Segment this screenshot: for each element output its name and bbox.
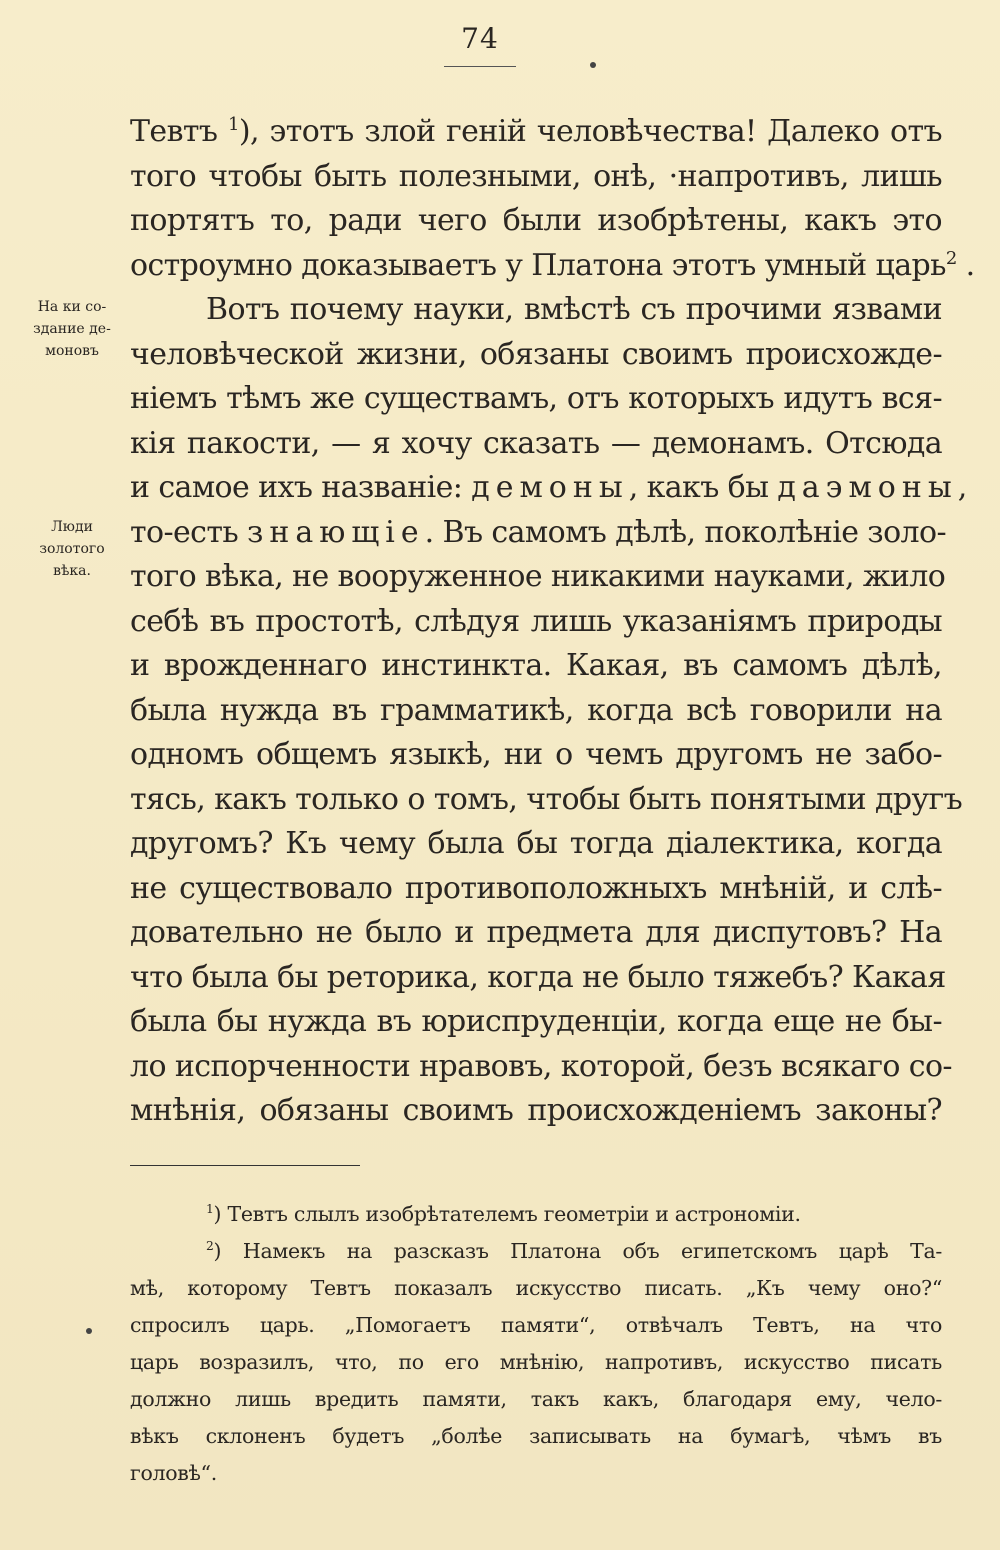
- page-number: 74: [461, 22, 499, 55]
- spaced-word: знающіе: [247, 514, 425, 550]
- text-line: того вѣка, не вооруженное никакими науками, жило: [130, 559, 946, 594]
- text-line: и самое ихъ названіе: демоны, какъ бы даэмоны,: [130, 470, 967, 505]
- text-line: другомъ? Къ чему была бы тогда діалектика, когда: [130, 826, 942, 861]
- footnote-1: $^1$) Тевтъ слылъ изобрѣтателемъ геометріи и астрономіи.: [206, 1202, 801, 1226]
- spaced-word: даэмоны: [777, 470, 958, 505]
- footnote-mark: 2: [206, 1239, 214, 1254]
- text-line: кія пакости, — я хочу сказать — демонамъ. Отсюда: [130, 425, 942, 461]
- ink-speck: [590, 62, 596, 68]
- footnote-line: спросилъ царь. „Помогаетъ памяти“, отвѣчалъ Тевтъ, на что: [130, 1313, 942, 1337]
- margin-note-line: вѣка.: [53, 563, 91, 579]
- footnote-2: $^2$) Намекъ на разсказъ Платона объ египетскомъ царѣ Та-: [206, 1239, 942, 1263]
- page-number-rule: [444, 66, 516, 67]
- margin-note-golden-age: [22, 516, 122, 582]
- text-line: и врожденнаго инстинкта. Какая, въ самомъ дѣлѣ,: [130, 648, 942, 683]
- footnote-line: вѣкъ склоненъ будетъ „болѣе записывать на бумагѣ, чѣмъ въ: [130, 1424, 942, 1448]
- footnote-line: мѣ, которому Тевтъ показалъ искусство писать. „Къ чему оно?“: [130, 1276, 942, 1300]
- margin-note-line: На ки со-: [37, 299, 107, 315]
- footnote-line: головѣ“.: [130, 1461, 217, 1485]
- footnotes: [130, 1196, 942, 1492]
- margin-note-demons: [22, 296, 122, 362]
- footnote-ref: 2: [945, 247, 957, 269]
- footnote-line: царь возразилъ, что, по его мнѣнію, напротивъ, искусство писать: [130, 1350, 942, 1374]
- text-line: не существовало противоположныхъ мнѣній, и слѣ-: [130, 870, 942, 906]
- text-line: что была бы реторика, когда не было тяжебъ? Какая: [130, 959, 946, 995]
- text-line: тясь, какъ только о томъ, чтобы быть понятыми другъ: [130, 781, 963, 817]
- footnote-separator: [130, 1165, 360, 1166]
- margin-note-line: Люди: [51, 519, 93, 535]
- text-line: человѣческой жизни, обязаны своимъ происхожде-: [130, 336, 942, 372]
- body-text: [130, 110, 975, 1134]
- text-line: Тевтъ $^1$), этотъ злой геній человѣчества! Далеко отъ: [130, 114, 942, 149]
- ink-speck: [86, 1328, 92, 1334]
- text-line: ло испорченности нравовъ, которой, безъ всякаго со-: [130, 1048, 952, 1084]
- spaced-word: демоны: [471, 470, 629, 505]
- margin-note-line: моновъ: [45, 343, 99, 359]
- text-line: была бы нужда въ юриспруденціи, когда еще не бы-: [130, 1004, 942, 1039]
- text-line: себѣ въ простотѣ, слѣдуя лишь указаніямъ природы: [130, 603, 942, 639]
- text-line: того чтобы быть полезными, онѣ, ·напротивъ, лишь: [130, 158, 942, 194]
- footnote-ref: 1: [227, 114, 239, 135]
- footnote-line: должно лишь вредить памяти, такъ какъ, благодаря ему, чело-: [130, 1387, 942, 1411]
- text-line: портятъ то, ради чего были изобрѣтены, какъ это: [130, 203, 942, 238]
- text-line: была нужда въ грамматикѣ, когда всѣ говорили на: [130, 692, 942, 728]
- text-line: ніемъ тѣмъ же существамъ, отъ которыхъ идутъ вся-: [130, 381, 942, 416]
- margin-note-line: золотого: [39, 541, 105, 557]
- footnote-mark: 1: [206, 1202, 214, 1217]
- margin-note-line: здание де-: [33, 321, 111, 337]
- text-line: Вотъ почему науки, вмѣстѣ съ прочими язвами: [206, 292, 942, 327]
- text-line: довательно не было и предмета для диспутовъ? На: [130, 915, 942, 950]
- text-line: мнѣнія, обязаны своимъ происхожденіемъ законы?: [130, 1093, 942, 1128]
- text-line: то-есть знающіе. Въ самомъ дѣлѣ, поколѣніе золо-: [130, 514, 946, 550]
- text-line: одномъ общемъ языкѣ, ни о чемъ другомъ не забо-: [130, 737, 942, 772]
- text-line: остроумно доказываетъ у Платона этотъ умный царь$^2$ .: [130, 247, 975, 283]
